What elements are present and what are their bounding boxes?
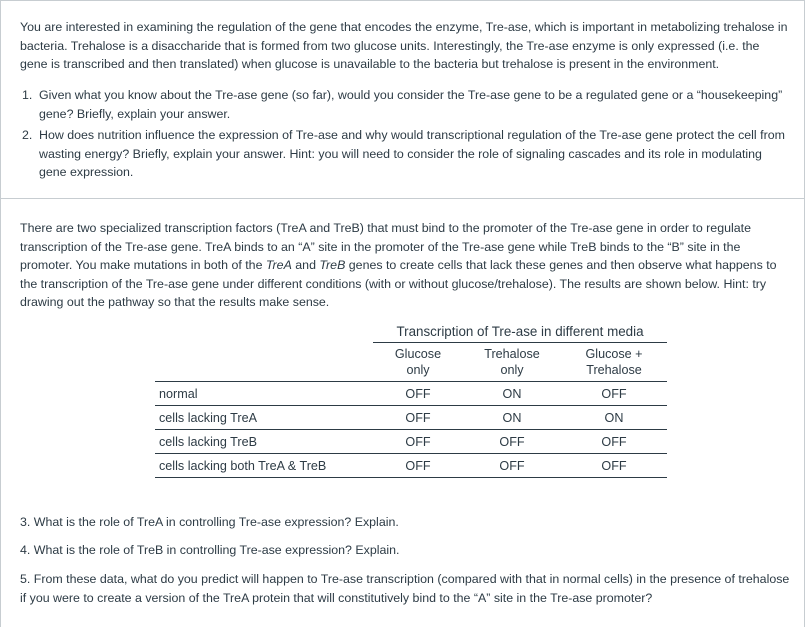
table-corner bbox=[155, 320, 373, 343]
para2-text-3: genes to create cells that lack these genes and then observe what happens to the transcription of the Tre-ase gene under different conditions (with or without glucose/trehalose). The results are shown below. Hint: try drawing out the pathway so that the results make sense. bbox=[20, 258, 777, 309]
question-1-number: 1. bbox=[22, 88, 33, 102]
para2-treB-italic: TreB bbox=[319, 258, 346, 272]
question-list-1 bbox=[22, 86, 787, 185]
question-2 bbox=[22, 126, 787, 182]
column-header-glucose-trehalose bbox=[561, 343, 667, 382]
question-2-number: 2. bbox=[22, 128, 33, 142]
column-header-glucose-only bbox=[373, 343, 463, 382]
table-corner-2 bbox=[155, 343, 373, 382]
table-title: Transcription of Tre-ase in different media bbox=[373, 320, 667, 343]
cell-value: ON bbox=[561, 406, 667, 430]
col1-line2: only bbox=[406, 363, 430, 377]
row-label: cells lacking both TreA & TreB bbox=[155, 454, 373, 478]
question-3: 3. What is the role of TreA in controlling Tre-ase expression? Explain. bbox=[20, 515, 399, 529]
col1-line1: Glucose bbox=[394, 347, 442, 361]
intro-paragraph: You are interested in examining the regulation of the gene that encodes the enzyme, Tre-ase, which is important in metabolizing trehalose in bacteria. Trehalose is a disaccharide that is formed from two glucose units. Interestingly, the Tre-ase enzyme is only expressed (i.e. the gene is transcribed and then translated) when glucose is unavailable to the bacteria but trehalose is present in the environment. bbox=[20, 20, 788, 71]
table-row bbox=[155, 430, 667, 454]
table-row bbox=[155, 406, 667, 430]
cell-value: OFF bbox=[373, 430, 463, 454]
row-label: normal bbox=[155, 382, 373, 406]
table-row bbox=[155, 454, 667, 478]
para2-text-1: There are two specialized transcription factors (TreA and TreB) that must bind to the promoter of the Tre-ase gene in order to regulate transcription of the Tre-ase gene. TreA binds to an “A” site in the promoter of the Tre-ase gene while TreB binds to the “B” site in the promoter. You make mutations in both of the bbox=[20, 221, 751, 272]
transcription-factor-paragraph bbox=[20, 219, 790, 312]
cell-value: OFF bbox=[463, 430, 561, 454]
cell-value: OFF bbox=[373, 382, 463, 406]
col3-line1: Glucose + bbox=[585, 347, 643, 361]
cell-value: OFF bbox=[373, 406, 463, 430]
col2-line2: only bbox=[500, 363, 524, 377]
question-4: 4. What is the role of TreB in controlling Tre-ase expression? Explain. bbox=[20, 543, 400, 557]
row-label: cells lacking TreB bbox=[155, 430, 373, 454]
cell-value: ON bbox=[463, 382, 561, 406]
results-table bbox=[155, 320, 667, 478]
question-2-text: How does nutrition influence the expression of Tre-ase and why would transcriptional regulation of the Tre-ase gene protect the cell from wasting energy? Briefly, explain your answer. Hint: you will need to consider the role of signaling cascades and its role in modulating gene expression. bbox=[39, 128, 785, 179]
para2-treA-italic: TreA bbox=[265, 258, 292, 272]
cell-value: OFF bbox=[561, 454, 667, 478]
question-1-text: Given what you know about the Tre-ase gene (so far), would you consider the Tre-ase gene to be a regulated gene or a “housekeeping” gene? Briefly, explain your answer. bbox=[39, 88, 783, 121]
cell-value: OFF bbox=[561, 430, 667, 454]
table-row bbox=[155, 382, 667, 406]
cell-value: OFF bbox=[561, 382, 667, 406]
question-1 bbox=[22, 86, 787, 123]
row-label: cells lacking TreA bbox=[155, 406, 373, 430]
col3-line2: Trehalose bbox=[586, 363, 642, 377]
para2-text-2: and bbox=[291, 258, 320, 272]
column-header-trehalose-only bbox=[463, 343, 561, 382]
cell-value: ON bbox=[463, 406, 561, 430]
col2-line1: Trehalose bbox=[484, 347, 540, 361]
cell-value: OFF bbox=[373, 454, 463, 478]
question-5: 5. From these data, what do you predict will happen to Tre-ase transcription (compared with that in normal cells) in the presence of trehalose if you were to create a version of the TreA protein that will constitutively bind to the “A” site in the Tre-ase promoter? bbox=[20, 572, 790, 605]
cell-value: OFF bbox=[463, 454, 561, 478]
